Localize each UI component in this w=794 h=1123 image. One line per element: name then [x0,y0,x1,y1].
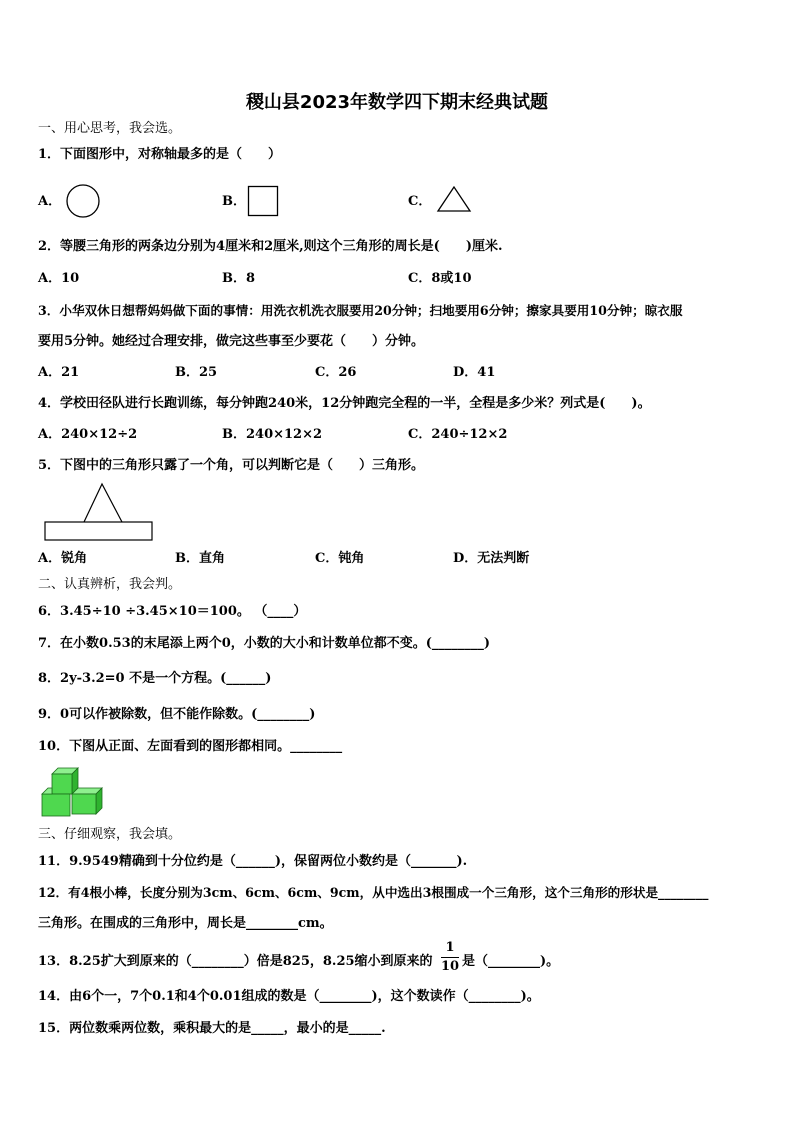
q3-option-d: D．41 [453,365,496,380]
q4-option-b: B．240×12×2 [222,427,323,442]
page-title: 稷山县2023年数学四下期末经典试题 [245,92,549,113]
question-13-after: 是（________)。 [462,954,560,969]
q3-option-a: A．21 [38,365,80,380]
green-cubes-figure [40,766,106,820]
square-shape-icon [248,186,280,218]
fraction-numerator: 1 [445,940,455,955]
q4-option-c: C．240÷12×2 [408,427,508,442]
question-12-line-1: 12．有4根小棒，长度分别为3cm、6cm、6cm、9cm，从中选出3根围成一个三角形，这个三角形的形状是________ [38,885,709,900]
circle-shape-icon [66,184,102,218]
fraction-bar [441,957,459,958]
question-3-line-1: 3．小华双休日想帮妈妈做下面的事情：用洗衣机洗衣服要用20分钟；扫地要用6分钟；擦家具要用10分钟；晾衣服 [38,303,683,318]
section-heading-3: 三、仔细观察，我会填。 [38,827,182,842]
q2-option-c: C．8或10 [408,271,472,286]
q13-fraction [441,940,459,975]
q5-option-c: C．钝角 [315,551,365,566]
q2-option-a: A．10 [38,271,80,286]
question-5: 5．下图中的三角形只露了一个角，可以判断它是（ ）三角形。 [38,458,425,473]
question-11: 11．9.9549精确到十分位约是（______)，保留两位小数约是（_______). [38,854,468,869]
q5-option-a: A．锐角 [38,551,88,566]
q1-option-a: A． [38,194,62,209]
section-heading-1: 一、用心思考，我会选。 [38,121,182,136]
question-13-before: 13．8.25扩大到原来的（________）倍是825，8.25缩小到原来的 [38,954,433,969]
question-8: 8．2y-3.2=0 不是一个方程。(______) [38,671,272,686]
q3-option-b: B．25 [175,365,218,380]
fraction-denominator: 10 [441,959,460,974]
question-10: 10．下图从正面、左面看到的图形都相同。________ [38,739,343,754]
question-2: 2．等腰三角形的两条边分别为4厘米和2厘米,则这个三角形的周长是( )厘米. [38,239,503,254]
question-1: 1．下面图形中，对称轴最多的是（ ） [38,147,282,162]
hidden-triangle-figure [44,482,156,544]
q3-option-c: C．26 [315,365,357,380]
section-heading-2: 二、认真辨析，我会判。 [38,577,182,592]
question-4: 4．学校田径队进行长跑训练，每分钟跑240米，12分钟跑完全程的一半，全程是多少米？列式是( )。 [38,396,651,411]
question-7: 7．在小数0.53的末尾添上两个0，小数的大小和计数单位都不变。(________) [38,636,491,651]
question-9: 9．0可以作被除数，但不能作除数。(________) [38,707,316,722]
question-6: 6．3.45÷10 ÷3.45×10＝100。 （____） [38,604,307,619]
q1-option-b: B． [222,194,246,209]
question-15: 15．两位数乘两位数，乘积最大的是_____，最小的是_____. [38,1021,386,1036]
question-14: 14．由6个一，7个0.1和4个0.01组成的数是（________)，这个数读作（________)。 [38,989,540,1004]
q4-option-a: A．240×12÷2 [38,427,138,442]
question-12-line-2: 三角形。在围成的三角形中，周长是________cm。 [38,916,333,931]
triangle-shape-icon [437,186,473,214]
q5-option-b: B．直角 [175,551,225,566]
q5-option-d: D．无法判断 [453,551,530,566]
question-3-line-2: 要用5分钟。她经过合理安排，做完这些事至少要花（ ）分钟。 [38,334,425,349]
q1-option-c: C． [408,194,432,209]
q2-option-b: B．8 [222,271,256,286]
